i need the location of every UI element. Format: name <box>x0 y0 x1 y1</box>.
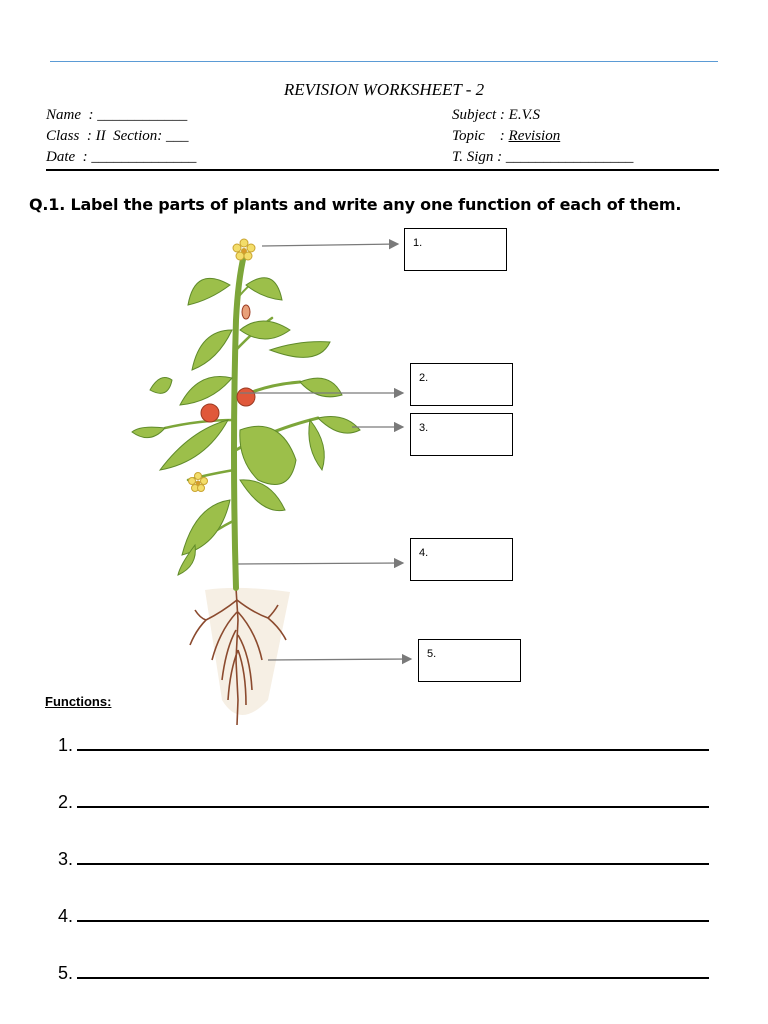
function-blank-5[interactable] <box>77 965 709 979</box>
section-blank[interactable]: ___ <box>166 128 189 144</box>
topic-row: Topic : Revision <box>452 128 561 144</box>
function-number-3: 3. <box>58 849 74 869</box>
class-value: II <box>95 128 106 144</box>
section-label: Section: <box>113 128 163 144</box>
subject-label: Subject <box>452 107 497 123</box>
functions-title: Functions: <box>45 694 112 709</box>
arrow-1 <box>262 244 398 246</box>
question-text: Q.1. Label the parts of plants and write any one function of each of them. <box>29 195 682 214</box>
function-blank-1[interactable] <box>77 737 709 751</box>
function-line-1 <box>58 735 709 756</box>
label-box-1[interactable]: 1. <box>404 228 507 271</box>
worksheet-title: REVISION WORKSHEET - 2 <box>283 80 485 99</box>
fruits-illustration <box>201 305 255 422</box>
function-number-1: 1. <box>58 735 74 755</box>
name-blank[interactable]: ____________ <box>97 107 188 123</box>
arrow-4 <box>238 563 403 564</box>
name-row: Name : ____________ <box>46 107 188 123</box>
date-blank[interactable]: ______________ <box>91 149 197 165</box>
label-box-4[interactable]: 4. <box>410 538 513 581</box>
topic-label: Topic <box>452 128 485 144</box>
class-row: Class : II Section: ___ <box>46 128 189 144</box>
topic-value: Revision <box>508 128 561 144</box>
class-label: Class <box>46 128 80 144</box>
label-box-5[interactable]: 5. <box>418 639 521 682</box>
label-box-2[interactable]: 2. <box>410 363 513 406</box>
date-row: Date : ______________ <box>46 149 197 165</box>
subject-value: E.V.S <box>508 107 541 123</box>
function-line-2 <box>58 792 709 813</box>
function-blank-3[interactable] <box>77 851 709 865</box>
arrow-5 <box>268 659 411 660</box>
date-label: Date <box>46 149 76 165</box>
function-line-3 <box>58 849 709 870</box>
tsign-label: T. Sign : <box>452 149 503 165</box>
subject-row: Subject : E.V.S <box>452 107 541 123</box>
name-label: Name <box>46 107 81 123</box>
function-number-2: 2. <box>58 792 74 812</box>
leaves-illustration <box>132 278 360 575</box>
function-number-4: 4. <box>58 906 74 926</box>
tsign-blank[interactable]: _________________ <box>505 149 634 165</box>
function-number-5: 5. <box>58 963 74 983</box>
function-blank-4[interactable] <box>77 908 709 922</box>
function-line-4 <box>58 906 709 927</box>
function-blank-2[interactable] <box>77 794 709 808</box>
label-box-3[interactable]: 3. <box>410 413 513 456</box>
function-line-5 <box>58 963 709 984</box>
